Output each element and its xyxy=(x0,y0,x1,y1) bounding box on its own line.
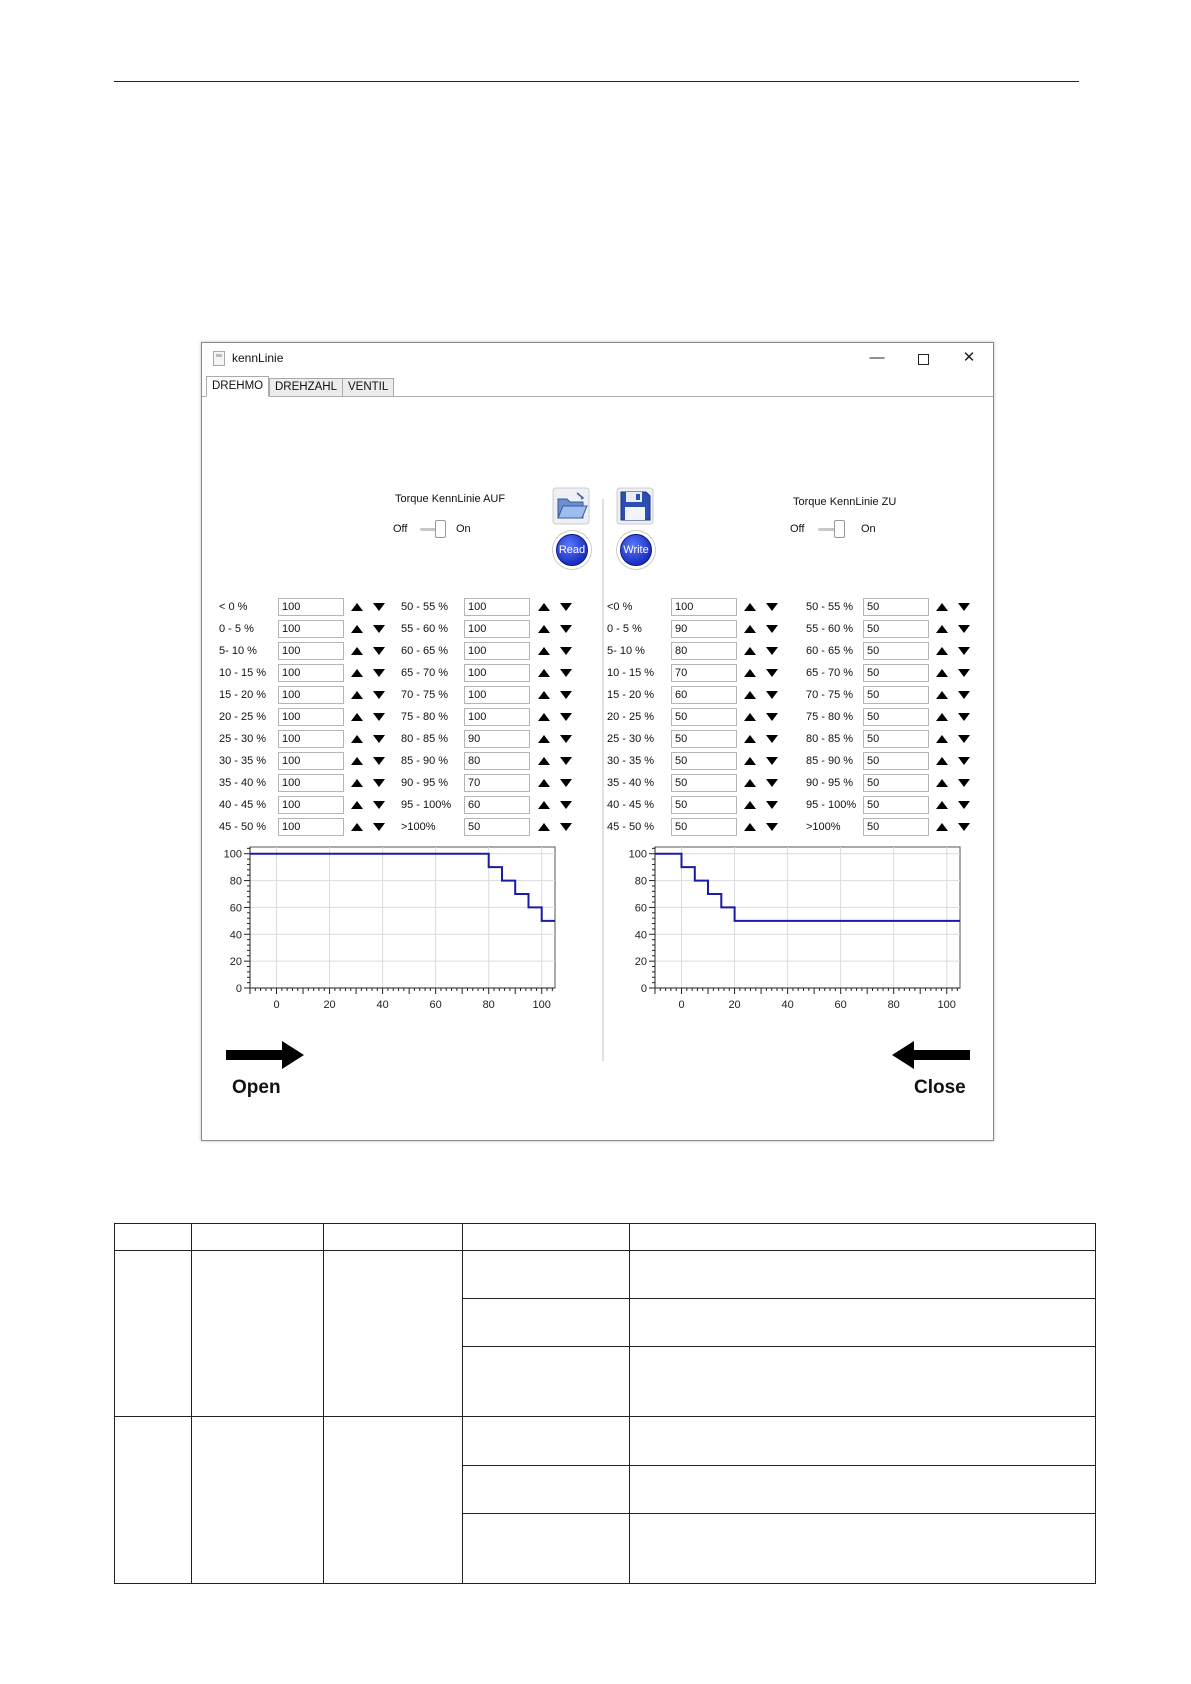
increment-arrow-icon[interactable] xyxy=(744,647,756,655)
right-range-label: 90 - 95 % xyxy=(806,777,854,789)
left-range-label: 80 - 85 % xyxy=(401,733,449,745)
close-button[interactable]: ✕ xyxy=(962,349,976,366)
decrement-arrow-icon[interactable] xyxy=(373,669,385,677)
right-range-label: 75 - 80 % xyxy=(806,711,854,723)
save-file-button[interactable] xyxy=(616,487,654,525)
right-range-label: 10 - 15 % xyxy=(607,667,655,679)
table-cell xyxy=(463,1417,630,1466)
table-cell xyxy=(115,1251,192,1417)
table-cell xyxy=(630,1417,1096,1466)
close-arrow-icon xyxy=(890,1041,970,1069)
decrement-arrow-icon[interactable] xyxy=(958,757,970,765)
decrement-arrow-icon[interactable] xyxy=(373,823,385,831)
decrement-arrow-icon[interactable] xyxy=(766,735,778,743)
right-value-field[interactable]: 50 xyxy=(863,774,929,792)
open-torque-chart xyxy=(210,843,560,1023)
decrement-arrow-icon[interactable] xyxy=(373,779,385,787)
left-range-label: 70 - 75 % xyxy=(401,689,449,701)
left-value-field[interactable]: 100 xyxy=(464,664,530,682)
panel-divider xyxy=(602,499,604,1061)
table-cell xyxy=(463,1299,630,1347)
left-off-label: Off xyxy=(393,523,408,535)
left-range-label: 55 - 60 % xyxy=(401,623,449,635)
increment-arrow-icon[interactable] xyxy=(538,603,550,611)
right-range-label: 45 - 50 % xyxy=(607,821,655,833)
right-range-label: 80 - 85 % xyxy=(806,733,854,745)
decrement-arrow-icon[interactable] xyxy=(560,625,572,633)
decrement-arrow-icon[interactable] xyxy=(766,647,778,655)
right-range-label: <0 % xyxy=(607,601,633,613)
page-header-rule xyxy=(114,81,1079,82)
increment-arrow-icon[interactable] xyxy=(936,735,948,743)
window-title: kennLinie xyxy=(232,351,284,365)
table-cell xyxy=(115,1224,192,1251)
table-cell xyxy=(630,1299,1096,1347)
y-tick-label: 100 xyxy=(628,848,647,861)
left-value-field[interactable]: 100 xyxy=(278,796,344,814)
increment-arrow-icon[interactable] xyxy=(744,823,756,831)
right-range-label: 50 - 55 % xyxy=(806,601,854,613)
increment-arrow-icon[interactable] xyxy=(538,691,550,699)
y-tick-label: 40 xyxy=(634,929,647,942)
right-range-label: 60 - 65 % xyxy=(806,645,854,657)
right-value-field[interactable]: 50 xyxy=(671,796,737,814)
x-tick-label: 60 xyxy=(429,999,442,1011)
left-range-label: 50 - 55 % xyxy=(401,601,449,613)
left-range-label: 35 - 40 % xyxy=(219,777,267,789)
increment-arrow-icon[interactable] xyxy=(936,647,948,655)
write-button[interactable] xyxy=(616,530,656,570)
table-cell xyxy=(463,1466,630,1514)
decrement-arrow-icon[interactable] xyxy=(373,735,385,743)
increment-arrow-icon[interactable] xyxy=(936,757,948,765)
folder-open-icon xyxy=(552,487,590,525)
y-tick-label: 20 xyxy=(229,956,242,969)
right-range-label: 35 - 40 % xyxy=(607,777,655,789)
right-value-field[interactable]: 60 xyxy=(671,686,737,704)
increment-arrow-icon[interactable] xyxy=(538,647,550,655)
increment-arrow-icon[interactable] xyxy=(936,603,948,611)
left-range-label: 95 - 100% xyxy=(401,799,452,811)
right-range-label: 95 - 100% xyxy=(806,799,857,811)
right-value-field[interactable]: 50 xyxy=(863,796,929,814)
decrement-arrow-icon[interactable] xyxy=(373,801,385,809)
decrement-arrow-icon[interactable] xyxy=(958,625,970,633)
x-tick-label: 40 xyxy=(781,999,794,1011)
increment-arrow-icon[interactable] xyxy=(351,647,363,655)
increment-arrow-icon[interactable] xyxy=(936,691,948,699)
left-section-title: Torque KennLinie AUF xyxy=(395,493,506,505)
x-tick-label: 80 xyxy=(887,999,900,1011)
y-tick-label: 40 xyxy=(229,929,242,942)
x-tick-label: 100 xyxy=(532,999,551,1011)
decrement-arrow-icon[interactable] xyxy=(958,713,970,721)
x-tick-label: 60 xyxy=(834,999,847,1011)
table-cell xyxy=(324,1224,463,1251)
decrement-arrow-icon[interactable] xyxy=(560,647,572,655)
right-value-field[interactable]: 50 xyxy=(671,708,737,726)
increment-arrow-icon[interactable] xyxy=(936,713,948,721)
decrement-arrow-icon[interactable] xyxy=(766,669,778,677)
left-value-field[interactable]: 50 xyxy=(464,818,530,836)
increment-arrow-icon[interactable] xyxy=(351,669,363,677)
decrement-arrow-icon[interactable] xyxy=(560,603,572,611)
left-range-label: 20 - 25 % xyxy=(219,711,267,723)
decrement-arrow-icon[interactable] xyxy=(560,801,572,809)
close-label: Close xyxy=(914,1077,966,1098)
right-value-field[interactable]: 50 xyxy=(863,598,929,616)
right-toggle-thumb[interactable] xyxy=(834,520,845,538)
increment-arrow-icon[interactable] xyxy=(936,669,948,677)
decrement-arrow-icon[interactable] xyxy=(373,603,385,611)
left-range-label: 90 - 95 % xyxy=(401,777,449,789)
table-cell xyxy=(324,1251,463,1417)
document-table xyxy=(114,1223,1096,1584)
increment-arrow-icon[interactable] xyxy=(538,669,550,677)
table-cell xyxy=(192,1251,324,1417)
right-off-label: Off xyxy=(790,523,805,535)
decrement-arrow-icon[interactable] xyxy=(958,779,970,787)
decrement-arrow-icon[interactable] xyxy=(560,779,572,787)
left-range-label: 75 - 80 % xyxy=(401,711,449,723)
left-range-label: >100% xyxy=(401,821,436,833)
y-tick-label: 80 xyxy=(229,875,242,888)
minimize-button[interactable]: — xyxy=(869,349,885,366)
left-toggle-thumb[interactable] xyxy=(435,520,446,538)
table-cell xyxy=(463,1251,630,1299)
decrement-arrow-icon[interactable] xyxy=(958,801,970,809)
decrement-arrow-icon[interactable] xyxy=(560,823,572,831)
left-value-field[interactable]: 100 xyxy=(464,598,530,616)
left-value-field[interactable]: 100 xyxy=(278,598,344,616)
open-arrow-icon xyxy=(226,1041,306,1069)
decrement-arrow-icon[interactable] xyxy=(373,625,385,633)
plot-area xyxy=(250,847,555,988)
decrement-arrow-icon[interactable] xyxy=(958,735,970,743)
maximize-icon xyxy=(918,354,929,365)
kennlinie-window xyxy=(201,342,994,1141)
increment-arrow-icon[interactable] xyxy=(936,801,948,809)
increment-arrow-icon[interactable] xyxy=(744,691,756,699)
plot-area xyxy=(655,847,960,988)
left-range-label: 25 - 30 % xyxy=(219,733,267,745)
table-cell xyxy=(463,1514,630,1584)
decrement-arrow-icon[interactable] xyxy=(766,625,778,633)
table-cell xyxy=(463,1347,630,1417)
table-row xyxy=(115,1251,1096,1299)
left-range-label: 15 - 20 % xyxy=(219,689,267,701)
decrement-arrow-icon[interactable] xyxy=(373,647,385,655)
increment-arrow-icon[interactable] xyxy=(744,669,756,677)
right-range-label: 70 - 75 % xyxy=(806,689,854,701)
decrement-arrow-icon[interactable] xyxy=(766,691,778,699)
decrement-arrow-icon[interactable] xyxy=(958,669,970,677)
left-value-field[interactable]: 100 xyxy=(464,620,530,638)
right-value-field[interactable]: 50 xyxy=(671,818,737,836)
decrement-arrow-icon[interactable] xyxy=(560,713,572,721)
decrement-arrow-icon[interactable] xyxy=(373,691,385,699)
y-tick-label: 60 xyxy=(634,902,647,915)
right-value-field[interactable]: 50 xyxy=(863,730,929,748)
table-cell xyxy=(630,1251,1096,1299)
decrement-arrow-icon[interactable] xyxy=(373,713,385,721)
left-value-field[interactable]: 90 xyxy=(464,730,530,748)
left-range-label: 60 - 65 % xyxy=(401,645,449,657)
maximize-button[interactable] xyxy=(900,343,946,375)
increment-arrow-icon[interactable] xyxy=(351,713,363,721)
x-tick-label: 0 xyxy=(678,999,685,1011)
increment-arrow-icon[interactable] xyxy=(351,823,363,831)
increment-arrow-icon[interactable] xyxy=(351,779,363,787)
table-cell xyxy=(463,1224,630,1251)
table-cell xyxy=(192,1224,324,1251)
left-range-label: 40 - 45 % xyxy=(219,799,267,811)
right-value-field[interactable]: 90 xyxy=(671,620,737,638)
y-tick-label: 20 xyxy=(634,956,647,969)
right-value-field[interactable]: 50 xyxy=(863,664,929,682)
increment-arrow-icon[interactable] xyxy=(744,625,756,633)
right-value-field[interactable]: 50 xyxy=(863,686,929,704)
decrement-arrow-icon[interactable] xyxy=(958,823,970,831)
increment-arrow-icon[interactable] xyxy=(744,735,756,743)
x-tick-label: 80 xyxy=(482,999,495,1011)
y-tick-label: 0 xyxy=(640,983,647,995)
read-button-label: Read xyxy=(556,534,588,566)
tab-underline xyxy=(202,396,993,397)
x-tick-label: 40 xyxy=(376,999,389,1011)
increment-arrow-icon[interactable] xyxy=(538,757,550,765)
increment-arrow-icon[interactable] xyxy=(744,779,756,787)
tab-ventil[interactable]: VENTIL xyxy=(342,378,394,397)
left-value-field[interactable]: 100 xyxy=(464,686,530,704)
left-value-field[interactable]: 100 xyxy=(278,730,344,748)
increment-arrow-icon[interactable] xyxy=(538,735,550,743)
right-value-field[interactable]: 80 xyxy=(671,642,737,660)
table-cell xyxy=(324,1417,463,1584)
table-row xyxy=(115,1417,1096,1466)
title-bar[interactable] xyxy=(202,343,993,375)
right-value-field[interactable]: 50 xyxy=(671,730,737,748)
left-value-field[interactable]: 100 xyxy=(278,708,344,726)
left-value-field[interactable]: 70 xyxy=(464,774,530,792)
decrement-arrow-icon[interactable] xyxy=(560,691,572,699)
decrement-arrow-icon[interactable] xyxy=(373,757,385,765)
increment-arrow-icon[interactable] xyxy=(936,823,948,831)
right-value-field[interactable]: 50 xyxy=(863,752,929,770)
left-range-label: 10 - 15 % xyxy=(219,667,267,679)
right-on-label: On xyxy=(861,523,876,535)
decrement-arrow-icon[interactable] xyxy=(560,669,572,677)
right-range-label: 85 - 90 % xyxy=(806,755,854,767)
increment-arrow-icon[interactable] xyxy=(538,801,550,809)
table-cell xyxy=(630,1347,1096,1417)
left-value-field[interactable]: 100 xyxy=(464,708,530,726)
increment-arrow-icon[interactable] xyxy=(936,779,948,787)
decrement-arrow-icon[interactable] xyxy=(766,713,778,721)
increment-arrow-icon[interactable] xyxy=(351,603,363,611)
right-value-field[interactable]: 50 xyxy=(863,642,929,660)
decrement-arrow-icon[interactable] xyxy=(766,779,778,787)
table-header-row xyxy=(115,1224,1096,1251)
increment-arrow-icon[interactable] xyxy=(351,691,363,699)
decrement-arrow-icon[interactable] xyxy=(766,801,778,809)
left-on-label: On xyxy=(456,523,471,535)
right-value-field[interactable]: 50 xyxy=(863,818,929,836)
increment-arrow-icon[interactable] xyxy=(744,757,756,765)
left-value-field[interactable]: 100 xyxy=(278,620,344,638)
right-range-label: 55 - 60 % xyxy=(806,623,854,635)
open-label: Open xyxy=(232,1077,281,1098)
app-icon xyxy=(213,351,225,366)
left-value-field[interactable]: 100 xyxy=(278,818,344,836)
right-value-field[interactable]: 50 xyxy=(671,752,737,770)
table-cell xyxy=(630,1224,1096,1251)
tab-drehzahl[interactable]: DREHZAHL xyxy=(269,378,343,397)
x-tick-label: 100 xyxy=(937,999,956,1011)
y-tick-label: 0 xyxy=(235,983,242,995)
decrement-arrow-icon[interactable] xyxy=(766,603,778,611)
left-range-label: 45 - 50 % xyxy=(219,821,267,833)
right-range-label: 40 - 45 % xyxy=(607,799,655,811)
y-tick-label: 80 xyxy=(634,875,647,888)
left-value-field[interactable]: 100 xyxy=(278,642,344,660)
increment-arrow-icon[interactable] xyxy=(744,801,756,809)
read-button[interactable] xyxy=(552,530,592,570)
increment-arrow-icon[interactable] xyxy=(351,757,363,765)
left-value-field[interactable]: 80 xyxy=(464,752,530,770)
x-tick-label: 20 xyxy=(728,999,741,1011)
left-value-field[interactable]: 60 xyxy=(464,796,530,814)
right-value-field[interactable]: 70 xyxy=(671,664,737,682)
left-value-field[interactable]: 100 xyxy=(464,642,530,660)
left-range-label: < 0 % xyxy=(219,601,248,613)
tab-drehmo[interactable]: DREHMO xyxy=(206,376,269,397)
increment-arrow-icon[interactable] xyxy=(538,625,550,633)
right-range-label: 25 - 30 % xyxy=(607,733,655,745)
decrement-arrow-icon[interactable] xyxy=(766,823,778,831)
table-cell xyxy=(630,1514,1096,1584)
increment-arrow-icon[interactable] xyxy=(351,735,363,743)
decrement-arrow-icon[interactable] xyxy=(560,757,572,765)
right-range-label: 65 - 70 % xyxy=(806,667,854,679)
increment-arrow-icon[interactable] xyxy=(538,713,550,721)
right-range-label: 15 - 20 % xyxy=(607,689,655,701)
increment-arrow-icon[interactable] xyxy=(351,801,363,809)
increment-arrow-icon[interactable] xyxy=(538,823,550,831)
y-tick-label: 60 xyxy=(229,902,242,915)
right-range-label: 20 - 25 % xyxy=(607,711,655,723)
write-button-label: Write xyxy=(620,534,652,566)
left-value-field[interactable]: 100 xyxy=(278,664,344,682)
right-range-label: 0 - 5 % xyxy=(607,623,642,635)
floppy-disk-icon xyxy=(616,487,654,525)
decrement-arrow-icon[interactable] xyxy=(560,735,572,743)
open-file-button[interactable] xyxy=(552,487,590,525)
increment-arrow-icon[interactable] xyxy=(538,779,550,787)
left-value-field[interactable]: 100 xyxy=(278,686,344,704)
x-tick-label: 20 xyxy=(323,999,336,1011)
right-value-field[interactable]: 50 xyxy=(671,774,737,792)
right-range-label: 5- 10 % xyxy=(607,645,645,657)
increment-arrow-icon[interactable] xyxy=(351,625,363,633)
right-value-field[interactable]: 50 xyxy=(863,620,929,638)
table-cell xyxy=(115,1417,192,1584)
left-range-label: 30 - 35 % xyxy=(219,755,267,767)
decrement-arrow-icon[interactable] xyxy=(958,603,970,611)
right-value-field[interactable]: 100 xyxy=(671,598,737,616)
increment-arrow-icon[interactable] xyxy=(744,603,756,611)
decrement-arrow-icon[interactable] xyxy=(958,647,970,655)
left-range-label: 5- 10 % xyxy=(219,645,257,657)
x-tick-label: 0 xyxy=(273,999,280,1011)
left-range-label: 0 - 5 % xyxy=(219,623,254,635)
increment-arrow-icon[interactable] xyxy=(936,625,948,633)
y-tick-label: 100 xyxy=(223,848,242,861)
table-cell xyxy=(630,1466,1096,1514)
decrement-arrow-icon[interactable] xyxy=(958,691,970,699)
right-range-label: 30 - 35 % xyxy=(607,755,655,767)
left-range-label: 85 - 90 % xyxy=(401,755,449,767)
left-value-field[interactable]: 100 xyxy=(278,752,344,770)
increment-arrow-icon[interactable] xyxy=(744,713,756,721)
left-value-field[interactable]: 100 xyxy=(278,774,344,792)
table-cell xyxy=(192,1417,324,1584)
right-range-label: >100% xyxy=(806,821,841,833)
left-range-label: 65 - 70 % xyxy=(401,667,449,679)
right-value-field[interactable]: 50 xyxy=(863,708,929,726)
decrement-arrow-icon[interactable] xyxy=(766,757,778,765)
close-torque-chart xyxy=(615,843,965,1023)
right-section-title: Torque KennLinie ZU xyxy=(793,496,897,508)
